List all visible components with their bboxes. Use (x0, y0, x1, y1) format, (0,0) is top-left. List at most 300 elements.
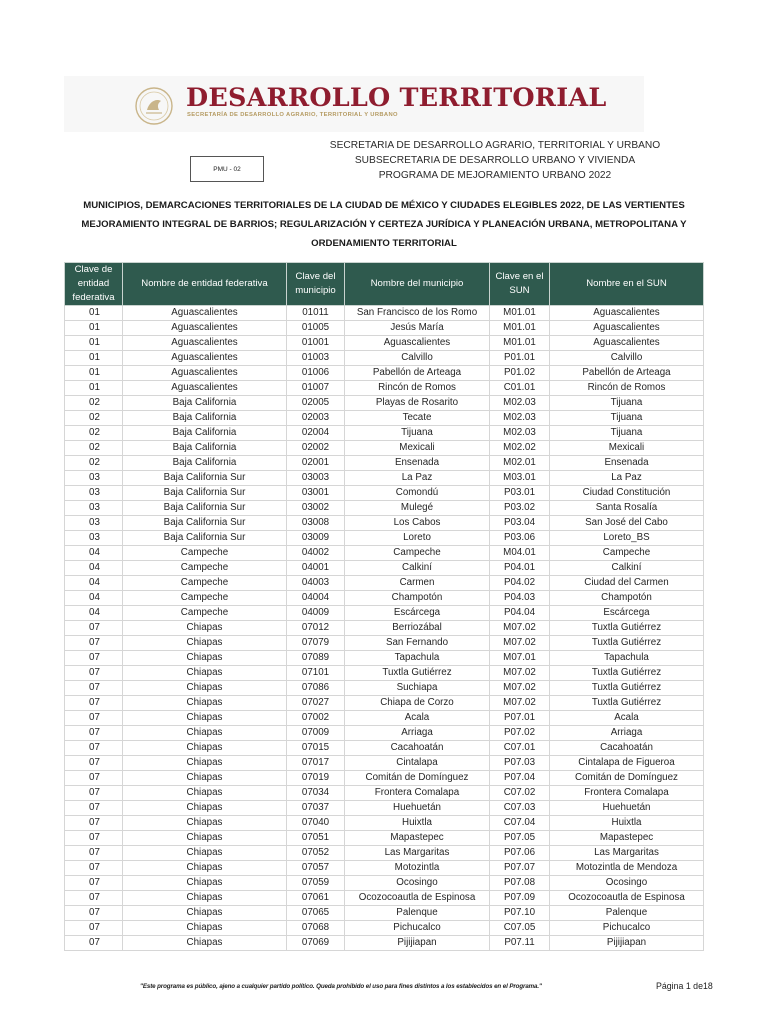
table-cell: 02 (65, 426, 123, 441)
table-cell: 01 (65, 336, 123, 351)
table-cell: P04.03 (490, 591, 550, 606)
table-cell: 03 (65, 486, 123, 501)
table-cell: Huixtla (550, 816, 704, 831)
table-cell: 07 (65, 801, 123, 816)
table-cell: Chiapas (123, 891, 287, 906)
form-code-box: PMU - 02 (190, 156, 264, 182)
coat-of-arms-logo (134, 86, 174, 126)
table-cell: 07 (65, 756, 123, 771)
table-cell: Chiapas (123, 651, 287, 666)
table-cell: 07 (65, 921, 123, 936)
column-header: Nombre del municipio (345, 263, 490, 306)
table-cell: 07 (65, 696, 123, 711)
table-row (65, 606, 704, 621)
table-row (65, 666, 704, 681)
table-cell: Comondú (345, 486, 490, 501)
table-cell: 03009 (287, 531, 345, 546)
table-cell: Tuxtla Gutiérrez (550, 681, 704, 696)
table-cell: M02.01 (490, 456, 550, 471)
table-cell: Loreto (345, 531, 490, 546)
table-cell: Cacahoatán (345, 741, 490, 756)
table-cell: Motozintla (345, 861, 490, 876)
table-cell: P07.06 (490, 846, 550, 861)
table-cell: Chiapas (123, 621, 287, 636)
table-cell: Tapachula (345, 651, 490, 666)
table-cell: Cacahoatán (550, 741, 704, 756)
table-cell: Chiapas (123, 936, 287, 951)
table-cell: Chiapas (123, 771, 287, 786)
table-cell: 07015 (287, 741, 345, 756)
table-cell: 01 (65, 366, 123, 381)
table-cell: M01.01 (490, 336, 550, 351)
table-cell: Tijuana (550, 411, 704, 426)
table-cell: Calvillo (345, 351, 490, 366)
table-cell: P07.03 (490, 756, 550, 771)
table-cell: 07 (65, 711, 123, 726)
table-cell: Pichucalco (345, 921, 490, 936)
table-row (65, 546, 704, 561)
table-cell: 07 (65, 891, 123, 906)
table-cell: Loreto_BS (550, 531, 704, 546)
table-cell: Campeche (345, 546, 490, 561)
table-cell: Ciudad del Carmen (550, 576, 704, 591)
table-cell: C07.01 (490, 741, 550, 756)
table-cell: P07.07 (490, 861, 550, 876)
table-cell: 07052 (287, 846, 345, 861)
table-cell: Huixtla (345, 816, 490, 831)
table-cell: Cintalapa (345, 756, 490, 771)
table-cell: C07.02 (490, 786, 550, 801)
table-row (65, 336, 704, 351)
table-cell: M04.01 (490, 546, 550, 561)
table-cell: 07 (65, 621, 123, 636)
table-cell: Pabellón de Arteaga (550, 366, 704, 381)
table-cell: Motozintla de Mendoza (550, 861, 704, 876)
table-cell: 02004 (287, 426, 345, 441)
table-cell: 04 (65, 591, 123, 606)
table-cell: Champotón (550, 591, 704, 606)
table-cell: Suchiapa (345, 681, 490, 696)
table-cell: Pichucalco (550, 921, 704, 936)
table-row (65, 441, 704, 456)
table-cell: 01007 (287, 381, 345, 396)
table-row (65, 591, 704, 606)
table-cell: Mexicali (550, 441, 704, 456)
table-cell: Pijijiapan (550, 936, 704, 951)
agency-line: SUBSECRETARIA DE DESARROLLO URBANO Y VIVIENDA (354, 155, 636, 166)
table-row (65, 831, 704, 846)
table-cell: 07 (65, 816, 123, 831)
table-row (65, 321, 704, 336)
table-cell: M03.01 (490, 471, 550, 486)
table-cell: 03 (65, 516, 123, 531)
table-cell: 01003 (287, 351, 345, 366)
table-cell: 07068 (287, 921, 345, 936)
table-cell: P07.05 (490, 831, 550, 846)
column-header: Nombre en el SUN (550, 263, 704, 306)
table-cell: Baja California (123, 396, 287, 411)
table-row (65, 876, 704, 891)
table-cell: P01.02 (490, 366, 550, 381)
table-row (65, 351, 704, 366)
table-cell: 01 (65, 306, 123, 321)
table-cell: Champotón (345, 591, 490, 606)
table-cell: Mexicali (345, 441, 490, 456)
table-cell: Palenque (345, 906, 490, 921)
table-cell: 07 (65, 936, 123, 951)
column-header: Clave del municipio (287, 263, 345, 306)
table-row (65, 501, 704, 516)
table-cell: Comitán de Domínguez (550, 771, 704, 786)
table-row (65, 561, 704, 576)
table-cell: Baja California Sur (123, 501, 287, 516)
municipalities-table (64, 262, 704, 951)
table-cell: Berriozábal (345, 621, 490, 636)
table-cell: Aguascalientes (123, 366, 287, 381)
table-cell: P07.11 (490, 936, 550, 951)
table-header-row (65, 263, 704, 306)
table-row (65, 681, 704, 696)
table-cell: 03001 (287, 486, 345, 501)
table-cell: Chiapas (123, 861, 287, 876)
table-cell: Ocozocoautla de Espinosa (345, 891, 490, 906)
page-number: Página 1 de18 (656, 981, 713, 991)
table-cell: 07 (65, 846, 123, 861)
table-cell: 01 (65, 351, 123, 366)
table-cell: 04 (65, 606, 123, 621)
table-cell: Chiapas (123, 906, 287, 921)
table-cell: Carmen (345, 576, 490, 591)
table-cell: Tijuana (345, 426, 490, 441)
table-row (65, 636, 704, 651)
table-cell: P03.06 (490, 531, 550, 546)
table-cell: 04009 (287, 606, 345, 621)
table-cell: Arriaga (550, 726, 704, 741)
table-row (65, 531, 704, 546)
table-row (65, 471, 704, 486)
table-cell: 07 (65, 771, 123, 786)
table-row (65, 516, 704, 531)
table-cell: 04001 (287, 561, 345, 576)
table-cell: 07017 (287, 756, 345, 771)
table-cell: San Francisco de los Romo (345, 306, 490, 321)
table-row (65, 846, 704, 861)
table-cell: P04.04 (490, 606, 550, 621)
table-cell: Chiapas (123, 681, 287, 696)
table-cell: Comitán de Domínguez (345, 771, 490, 786)
table-cell: Mapastepec (550, 831, 704, 846)
table-cell: 02 (65, 441, 123, 456)
table-cell: 03002 (287, 501, 345, 516)
table-cell: M02.03 (490, 426, 550, 441)
table-cell: Ciudad Constitución (550, 486, 704, 501)
table-row (65, 651, 704, 666)
table-cell: 07059 (287, 876, 345, 891)
table-cell: 07012 (287, 621, 345, 636)
table-row (65, 906, 704, 921)
table-cell: 01 (65, 381, 123, 396)
table-cell: 07037 (287, 801, 345, 816)
table-cell: Baja California Sur (123, 486, 287, 501)
column-header: Clave en el SUN (490, 263, 550, 306)
table-row (65, 741, 704, 756)
table-cell: Chiapas (123, 741, 287, 756)
table-cell: Tuxtla Gutiérrez (550, 621, 704, 636)
table-row (65, 756, 704, 771)
table-cell: San Fernando (345, 636, 490, 651)
table-cell: P07.08 (490, 876, 550, 891)
table-cell: 07 (65, 651, 123, 666)
table-row (65, 621, 704, 636)
table-cell: 04 (65, 546, 123, 561)
table-cell: Playas de Rosarito (345, 396, 490, 411)
table-row (65, 411, 704, 426)
table-cell: Pijijiapan (345, 936, 490, 951)
table-cell: 01001 (287, 336, 345, 351)
table-body (65, 306, 704, 951)
table-cell: 03008 (287, 516, 345, 531)
column-header: Nombre de entidad federativa (123, 263, 287, 306)
table-cell: Acala (345, 711, 490, 726)
table-cell: C07.05 (490, 921, 550, 936)
table-row (65, 861, 704, 876)
table-cell: Tijuana (550, 396, 704, 411)
table-cell: 07040 (287, 816, 345, 831)
table-cell: Ensenada (550, 456, 704, 471)
logo-subtitle: SECRETARÍA DE DESARROLLO AGRARIO, TERRITORIAL Y URBANO (187, 112, 398, 118)
table-cell: 04002 (287, 546, 345, 561)
table-cell: M01.01 (490, 321, 550, 336)
table-cell: M02.02 (490, 441, 550, 456)
table-cell: P01.01 (490, 351, 550, 366)
table-cell: 07009 (287, 726, 345, 741)
table-cell: P07.04 (490, 771, 550, 786)
table-cell: Baja California (123, 426, 287, 441)
table-cell: 07069 (287, 936, 345, 951)
table-cell: Calkiní (345, 561, 490, 576)
table-cell: 07079 (287, 636, 345, 651)
table-cell: 04003 (287, 576, 345, 591)
table-cell: Tuxtla Gutiérrez (550, 696, 704, 711)
table-cell: Mulegé (345, 501, 490, 516)
table-cell: C07.04 (490, 816, 550, 831)
table-cell: Baja California (123, 441, 287, 456)
table-cell: Ocosingo (550, 876, 704, 891)
table-cell: 02 (65, 456, 123, 471)
footer-disclaimer: "Este programa es público, ajeno a cualquier partido político. Queda prohibido el uso para fines distintos a los establecidos en el Programa." (140, 983, 542, 990)
table-cell: M07.01 (490, 651, 550, 666)
table-cell: 07 (65, 666, 123, 681)
table-cell: 07 (65, 741, 123, 756)
table-cell: Aguascalientes (123, 351, 287, 366)
table-cell: Escárcega (345, 606, 490, 621)
table-cell: 07 (65, 786, 123, 801)
table-row (65, 696, 704, 711)
table-cell: 02002 (287, 441, 345, 456)
table-row (65, 816, 704, 831)
table-cell: 03003 (287, 471, 345, 486)
table-cell: 04 (65, 561, 123, 576)
table-cell: P04.02 (490, 576, 550, 591)
table-cell: Santa Rosalía (550, 501, 704, 516)
table-cell: P07.09 (490, 891, 550, 906)
table-cell: Chiapas (123, 876, 287, 891)
table-cell: Aguascalientes (123, 321, 287, 336)
table-cell: Calkiní (550, 561, 704, 576)
table-cell: Chiapas (123, 726, 287, 741)
logo-title: DESARROLLO TERRITORIAL (186, 83, 607, 113)
table-cell: Campeche (123, 606, 287, 621)
table-cell: C07.03 (490, 801, 550, 816)
table-cell: 02001 (287, 456, 345, 471)
table-cell: Huehuetán (345, 801, 490, 816)
table-row (65, 456, 704, 471)
table-row (65, 891, 704, 906)
table-cell: M01.01 (490, 306, 550, 321)
table-cell: Chiapas (123, 816, 287, 831)
table-cell: Tuxtla Gutiérrez (550, 636, 704, 651)
table-cell: Chiapas (123, 636, 287, 651)
table-cell: Tapachula (550, 651, 704, 666)
table-cell: Aguascalientes (550, 306, 704, 321)
table-cell: Tijuana (550, 426, 704, 441)
table-cell: M02.03 (490, 396, 550, 411)
table-cell: Baja California Sur (123, 531, 287, 546)
table-row (65, 396, 704, 411)
table-cell: 07 (65, 876, 123, 891)
table-cell: Chiapas (123, 756, 287, 771)
agency-line: SECRETARIA DE DESARROLLO AGRARIO, TERRITORIAL Y URBANO (329, 140, 661, 151)
table-cell: Baja California Sur (123, 471, 287, 486)
table-cell: La Paz (550, 471, 704, 486)
table-row (65, 921, 704, 936)
table-cell: 07027 (287, 696, 345, 711)
table-cell: Chiapas (123, 696, 287, 711)
table-cell: 07034 (287, 786, 345, 801)
table-cell: Chiapas (123, 711, 287, 726)
table-cell: 01011 (287, 306, 345, 321)
table-row (65, 486, 704, 501)
table-cell: Cintalapa de Figueroa (550, 756, 704, 771)
table-row (65, 786, 704, 801)
table-cell: 07019 (287, 771, 345, 786)
table-cell: Rincón de Romos (345, 381, 490, 396)
table-cell: Los Cabos (345, 516, 490, 531)
table-cell: Campeche (123, 576, 287, 591)
table-cell: P03.04 (490, 516, 550, 531)
table-cell: Las Margaritas (345, 846, 490, 861)
table-cell: 03 (65, 501, 123, 516)
table-cell: 07061 (287, 891, 345, 906)
table-row (65, 801, 704, 816)
table-cell: 04 (65, 576, 123, 591)
agency-line: PROGRAMA DE MEJORAMIENTO URBANO 2022 (378, 170, 612, 181)
table-cell: 07 (65, 636, 123, 651)
table-cell: P04.01 (490, 561, 550, 576)
table-cell: 07 (65, 906, 123, 921)
table-cell: M02.03 (490, 411, 550, 426)
table-cell: Rincón de Romos (550, 381, 704, 396)
table-cell: Arriaga (345, 726, 490, 741)
table-row (65, 771, 704, 786)
table-cell: 07 (65, 831, 123, 846)
table-cell: 02003 (287, 411, 345, 426)
table-cell: 07002 (287, 711, 345, 726)
table-cell: Baja California (123, 411, 287, 426)
table-cell: Aguascalientes (550, 336, 704, 351)
table-cell: Las Margaritas (550, 846, 704, 861)
table-cell: Acala (550, 711, 704, 726)
table-cell: Campeche (123, 561, 287, 576)
table-cell: 02 (65, 411, 123, 426)
table-cell: 07057 (287, 861, 345, 876)
table-cell: Baja California (123, 456, 287, 471)
table-cell: 01006 (287, 366, 345, 381)
table-cell: Ocozocoautla de Espinosa (550, 891, 704, 906)
table-cell: 07 (65, 681, 123, 696)
table-cell: 02 (65, 396, 123, 411)
table-cell: Frontera Comalapa (550, 786, 704, 801)
table-cell: 07065 (287, 906, 345, 921)
table-cell: M07.02 (490, 681, 550, 696)
table-row (65, 381, 704, 396)
table-cell: Chiapas (123, 666, 287, 681)
table-cell: P07.01 (490, 711, 550, 726)
table-cell: Campeche (123, 546, 287, 561)
table-cell: Huehuetán (550, 801, 704, 816)
table-cell: P07.02 (490, 726, 550, 741)
table-row (65, 306, 704, 321)
table-cell: Ensenada (345, 456, 490, 471)
document-title: MUNICIPIOS, DEMARCACIONES TERRITORIALES DE LA CIUDAD DE MÉXICO Y CIUDADES ELEGIBLES 2022, DE LAS VERTIENTES MEJORAMIENTO INTEGRAL DE BARRIOS; REGULARIZACIÓN Y CERTEZA JURÍDICA Y PLANEACIÓN URBANA, METROPOLITANA Y ORDENAMIENTO TERRITORIAL (81, 200, 687, 249)
table-cell: P03.02 (490, 501, 550, 516)
table-row (65, 426, 704, 441)
table-cell: 03 (65, 471, 123, 486)
table-cell: P03.01 (490, 486, 550, 501)
table-cell: M07.02 (490, 636, 550, 651)
table-cell: Aguascalientes (345, 336, 490, 351)
agency-block (310, 138, 680, 183)
table-cell: C01.01 (490, 381, 550, 396)
table-row (65, 366, 704, 381)
table-cell: Calvillo (550, 351, 704, 366)
table-cell: 02005 (287, 396, 345, 411)
table-cell: 03 (65, 531, 123, 546)
table-cell: Jesús María (345, 321, 490, 336)
table-cell: 07 (65, 726, 123, 741)
table-cell: Chiapas (123, 801, 287, 816)
table-cell: Chiapas (123, 831, 287, 846)
table-cell: Frontera Comalapa (345, 786, 490, 801)
table-cell: 01 (65, 321, 123, 336)
table-cell: Aguascalientes (123, 336, 287, 351)
table-row (65, 936, 704, 951)
table-cell: Chiapa de Corzo (345, 696, 490, 711)
table-cell: 04004 (287, 591, 345, 606)
table-cell: 07089 (287, 651, 345, 666)
table-cell: M07.02 (490, 621, 550, 636)
table-cell: 07101 (287, 666, 345, 681)
table-cell: Aguascalientes (550, 321, 704, 336)
table-cell: Palenque (550, 906, 704, 921)
table-row (65, 576, 704, 591)
table-cell: Baja California Sur (123, 516, 287, 531)
table-cell: 07086 (287, 681, 345, 696)
column-header: Clave de entidad federativa (65, 263, 123, 306)
table-cell: Escárcega (550, 606, 704, 621)
table-cell: Aguascalientes (123, 306, 287, 321)
table-cell: Mapastepec (345, 831, 490, 846)
